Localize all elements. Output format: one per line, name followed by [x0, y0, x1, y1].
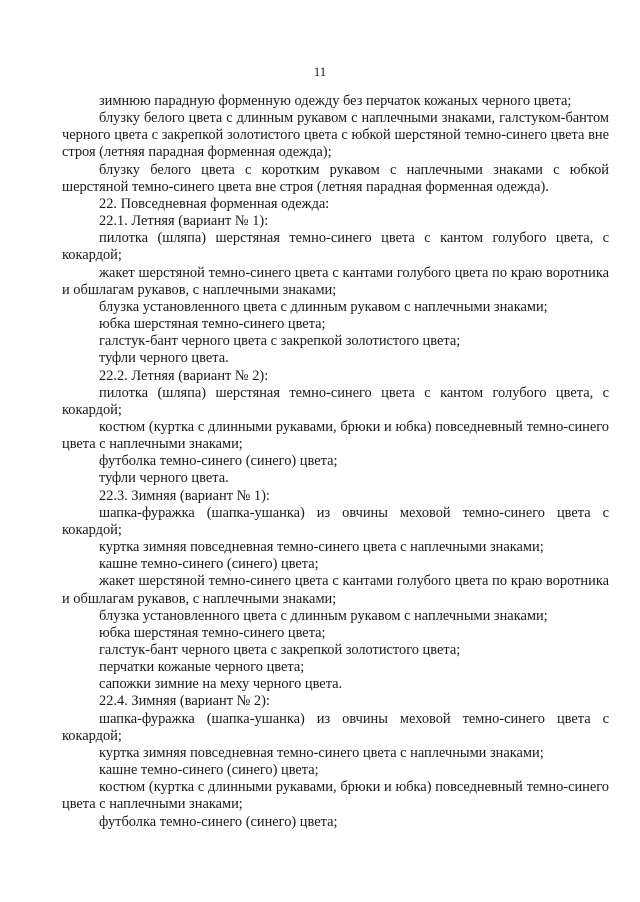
paragraph: туфли черного цвета. — [99, 350, 229, 367]
paragraph: костюм (куртка с длинными рукавами, брюки и юбка) повседневный темно-синего цвета с наплечными знаками; — [62, 418, 609, 453]
paragraph: жакет шерстяной темно-синего цвета с кантами голубого цвета по краю воротника и обшлагам рукавов, с наплечными знаками; — [62, 264, 609, 298]
paragraph: костюм (куртка с длинными рукавами, брюки и юбка) повседневный темно-синего цвета с наплечными знаками; — [62, 779, 609, 813]
paragraph: кашне темно-синего (синего) цвета; — [99, 762, 319, 779]
paragraph: блузка установленного цвета с длинным рукавом с наплечными знаками; — [99, 298, 548, 315]
document-body — [62, 93, 609, 831]
paragraph: перчатки кожаные черного цвета; — [99, 659, 305, 676]
paragraph: пилотка (шляпа) шерстяная темно-синего цвета с кантом голубого цвета, с кокардой; — [62, 230, 609, 264]
paragraph: футболка темно-синего (синего) цвета; — [99, 453, 338, 470]
paragraph: туфли черного цвета. — [99, 470, 229, 487]
paragraph: кашне темно-синего (синего) цвета; — [99, 556, 319, 573]
paragraph: 22.2. Летняя (вариант № 2): — [99, 367, 269, 384]
paragraph: зимнюю парадную форменную одежду без перчаток кожаных черного цвета; — [99, 93, 572, 109]
paragraph: 22. Повседневная форменная одежда: — [99, 195, 330, 212]
paragraph: юбка шерстяная темно-синего цвета; — [99, 624, 326, 641]
paragraph: куртка зимняя повседневная темно-синего цвета с наплечными знаками; — [99, 744, 544, 761]
paragraph: галстук-бант черного цвета с закрепкой золотистого цвета; — [99, 642, 461, 658]
paragraph: футболка темно-синего (синего) цвета; — [99, 813, 338, 830]
paragraph: 22.3. Зимняя (вариант № 1): — [99, 487, 270, 504]
paragraph: блузку белого цвета с коротким рукавом с наплечными знаками с юбкой шерстяной темно-синего цвета вне строя (летняя парадная форменная одежда). — [62, 161, 609, 195]
paragraph: шапка-фуражка (шапка-ушанка) из овчины меховой темно-синего цвета с кокардой; — [62, 710, 609, 744]
paragraph: пилотка (шляпа) шерстяная темно-синего цвета с кантом голубого цвета, с кокардой; — [62, 384, 609, 418]
page-number: 11 — [313, 64, 327, 79]
paragraph: куртка зимняя повседневная темно-синего цвета с наплечными знаками; — [99, 539, 544, 556]
paragraph: 22.1. Летняя (вариант № 1): — [99, 213, 269, 230]
paragraph: жакет шерстяной темно-синего цвета с кантами голубого цвета по краю воротника и обшлагам рукавов, с наплечными знаками; — [62, 573, 609, 607]
paragraph: сапожки зимние на меху черного цвета. — [99, 676, 343, 693]
paragraph: галстук-бант черного цвета с закрепкой золотистого цвета; — [99, 333, 461, 350]
paragraph: блузка установленного цвета с длинным рукавом с наплечными знаками; — [99, 607, 548, 624]
paragraph: блузку белого цвета с длинным рукавом с наплечными знаками, галстуком-бантом черного цвета с закрепкой золотистого цвета с юбкой шерстяной темно-синего цвета вне строя (летняя парадная форменная одежда); — [62, 110, 609, 161]
paragraph: юбка шерстяная темно-синего цвета; — [99, 316, 326, 333]
paragraph: шапка-фуражка (шапка-ушанка) из овчины меховой темно-синего цвета с кокардой; — [62, 504, 609, 538]
paragraph: 22.4. Зимняя (вариант № 2): — [99, 693, 270, 710]
